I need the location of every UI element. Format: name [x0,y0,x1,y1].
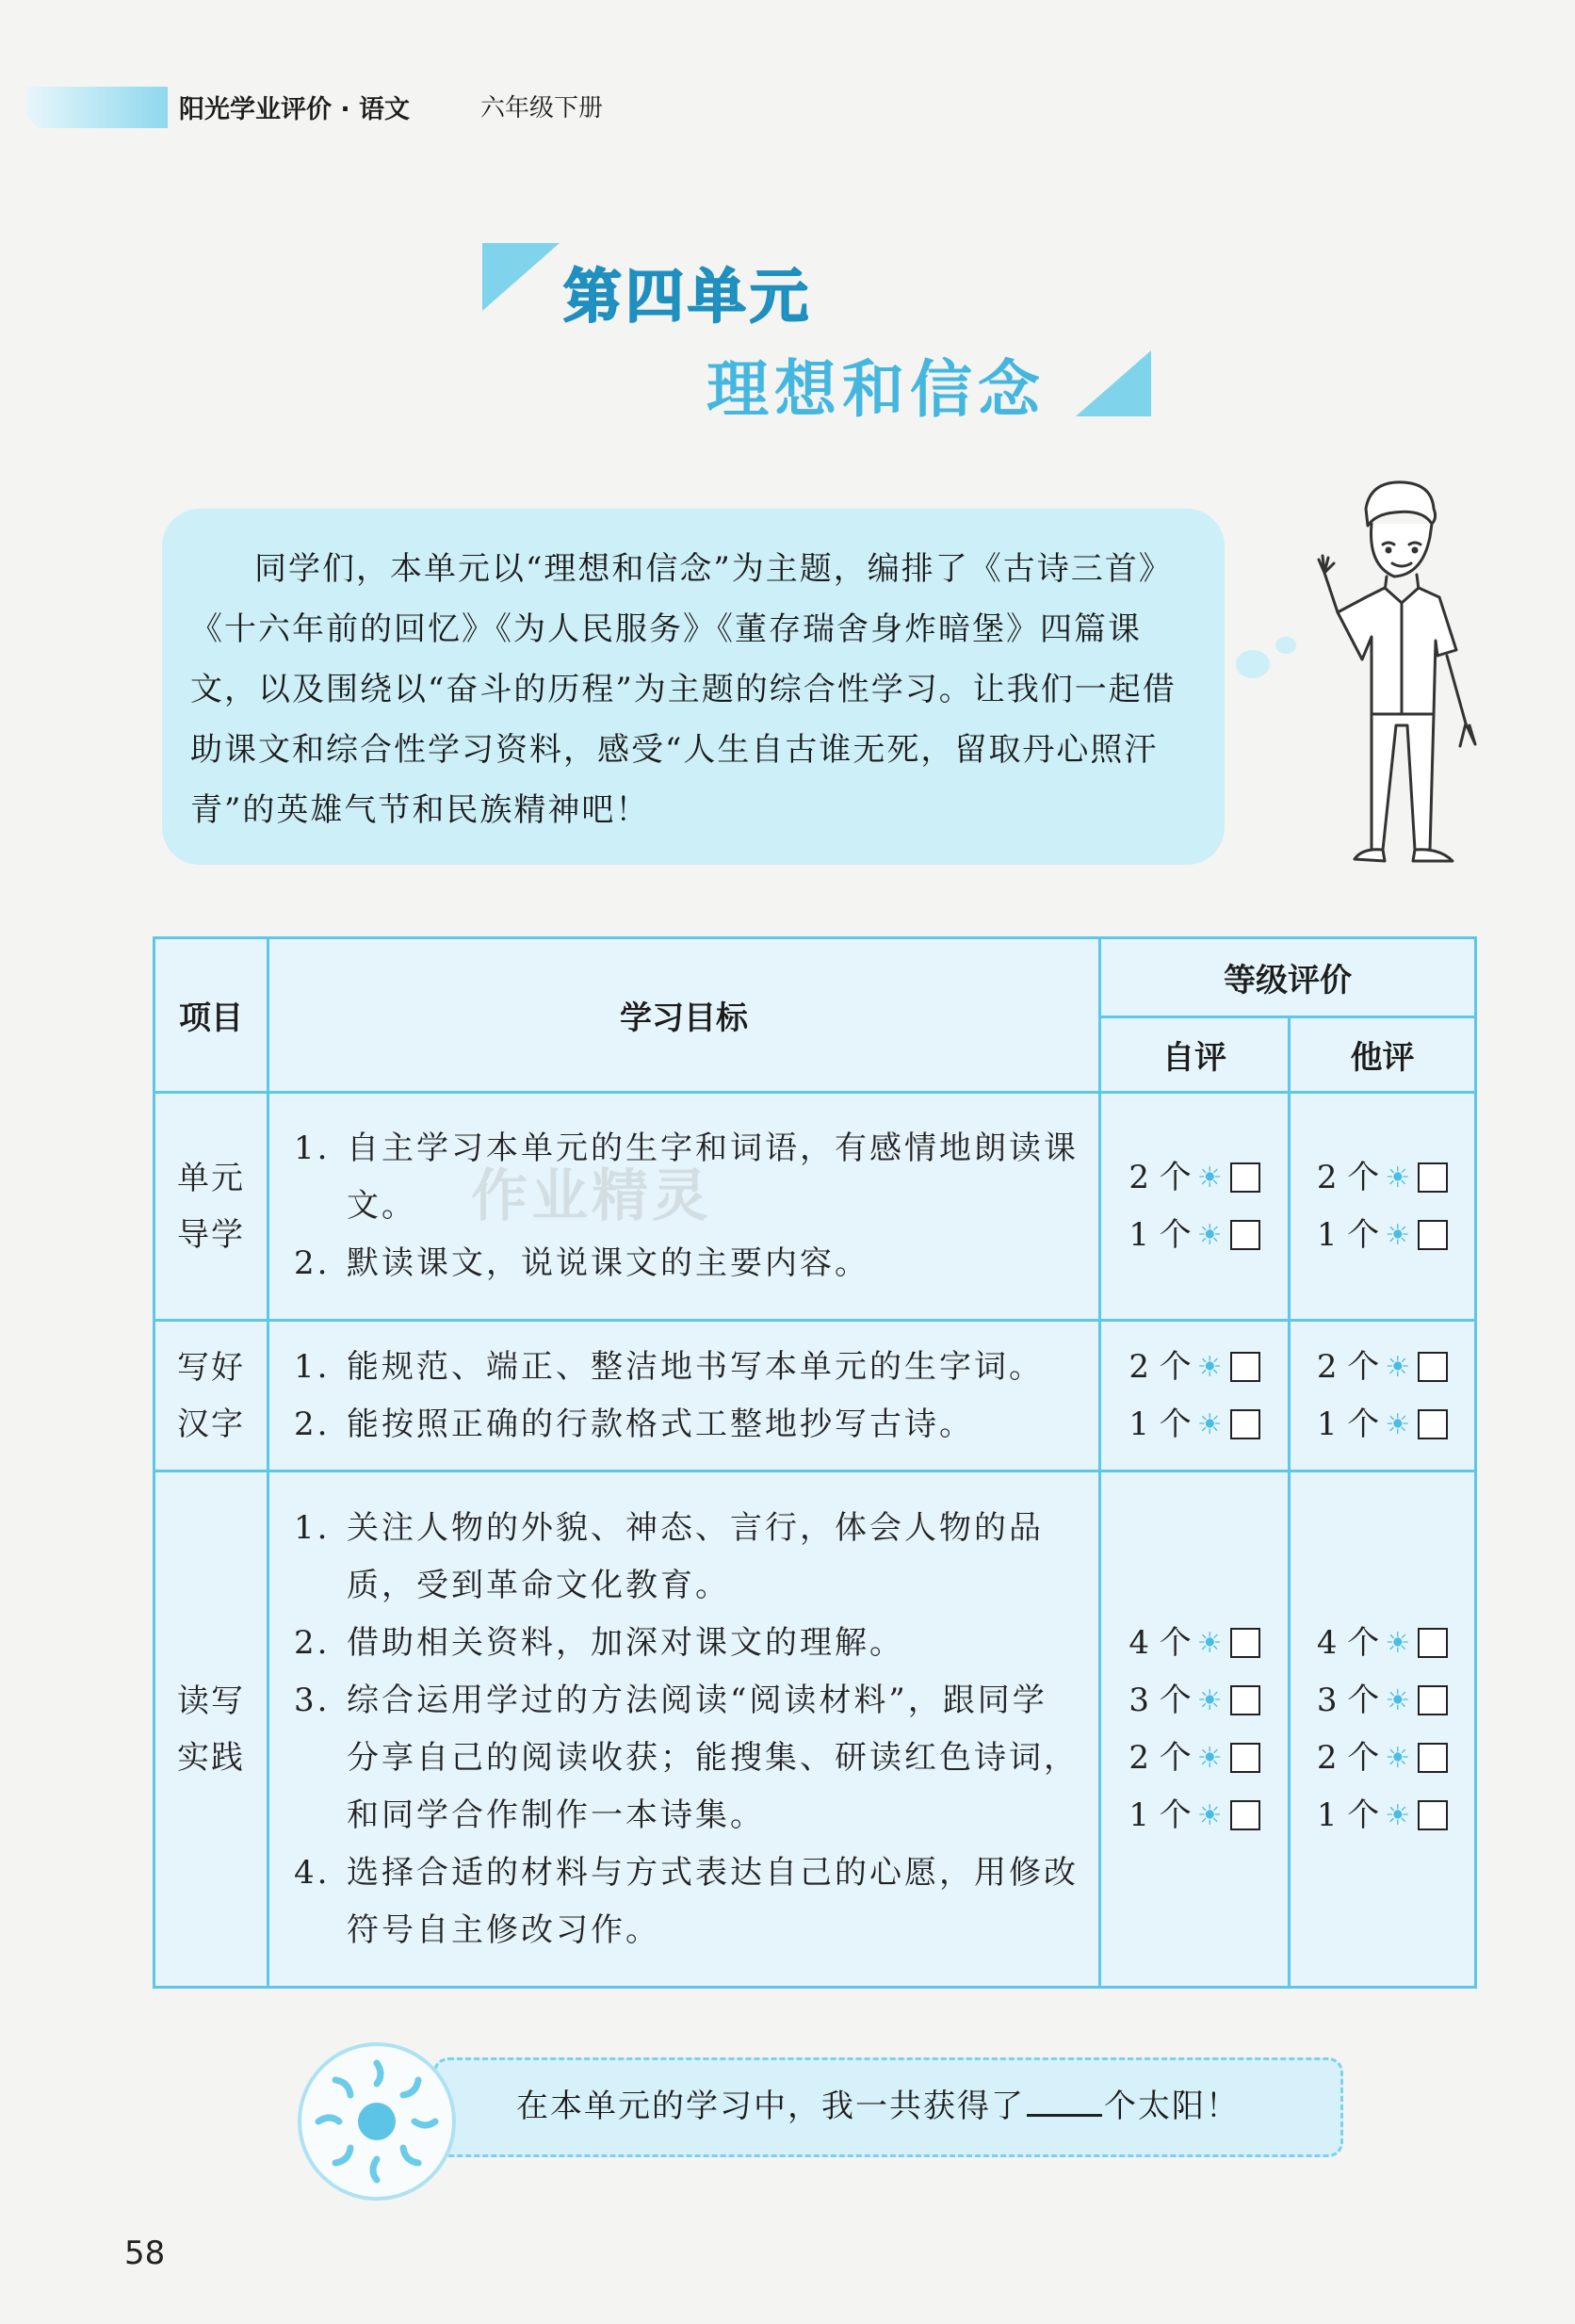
rating-checkbox[interactable] [1418,1409,1448,1439]
goal-item: 2. 能按照正确的行款格式工整地抄写古诗。 [294,1405,974,1443]
peer-rating-cell: 2 个 ☀ 1 个 ☀ [1290,1093,1476,1321]
table-row [154,1471,1476,1988]
self-rating-cell: 2 个 ☀ 1 个 ☀ [1100,1321,1290,1471]
sun-icon: ☀ [1385,1798,1411,1832]
sun-icon [301,2046,452,2197]
thought-dot [1236,650,1270,678]
sun-icon: ☀ [1385,1683,1411,1717]
watermark: 作业精灵 [471,1163,712,1229]
unit-number: 第四单元 [563,262,813,331]
sun-icon: ☀ [1385,1218,1411,1252]
self-rating-cell: 2 个 ☀ 1 个 ☀ [1100,1093,1290,1321]
goal-item: 2. 借助相关资料，加深对课文的理解。 [294,1623,904,1662]
header-peer: 他评 [1290,1017,1476,1093]
rating-checkbox[interactable] [1230,1352,1260,1382]
sun-count-blank[interactable] [1027,2114,1102,2117]
sun-icon: ☀ [1196,1683,1223,1717]
sun-icon: ☀ [1385,1407,1411,1441]
goal-cell [268,1471,1100,1988]
sun-icon: ☀ [1196,1798,1223,1832]
sun-icon: ☀ [1385,1741,1411,1775]
goal-item: 4. 选择合适的材料与方式表达自己的心愿，用修改符号自主修改习作。 [294,1853,1079,1949]
sun-icon: ☀ [1196,1161,1223,1195]
grade-label: 六年级下册 [480,94,604,122]
goal-item: 2. 默读课文，说说课文的主要内容。 [294,1244,869,1282]
peer-rating-cell: 4 个 ☀ 3 个 ☀ 2 个 ☀ 1 个 ☀ [1290,1471,1476,1988]
header-self: 自评 [1100,1017,1290,1093]
rating-checkbox[interactable] [1418,1628,1448,1658]
intro-text: 同学们，本单元以“理想和信念”为主题，编排了《古诗三首》《十六年前的回忆》《为人民服务》《董存瑞舍身炸暗堡》四篇课文，以及围绕以“奋斗的历程”为主题的综合性学习。让我们一起借助课文和综合性学习资料，感受“人生自古谁无死，留取丹心照汗青”的英雄气节和民族精神吧！ [190,550,1177,829]
sun-icon: ☀ [1385,1161,1411,1195]
sun-icon: ☀ [1196,1626,1223,1660]
series-title: 阳光学业评价 · 语文 [179,95,411,124]
item-label: 读写 实践 [154,1471,268,1988]
rating-checkbox[interactable] [1418,1352,1448,1382]
sun-count-text: 在本单元的学习中，我一共获得了 个太阳！ [516,2088,1240,2125]
table-row [154,1093,1476,1321]
title-triangle-right [1076,350,1151,416]
goal-cell [268,1321,1100,1471]
goal-item: 1. 自主学习本单元的生字和词语，有感情地朗读课文。 [294,1129,1079,1225]
boy-illustration [1281,471,1507,904]
header-grade: 等级评价 [1100,938,1476,1017]
rating-checkbox[interactable] [1230,1628,1260,1658]
rating-checkbox[interactable] [1418,1685,1448,1715]
rating-checkbox[interactable] [1230,1409,1260,1439]
item-label: 单元 导学 [154,1093,268,1321]
rating-checkbox[interactable] [1230,1162,1260,1193]
rating-checkbox[interactable] [1230,1220,1260,1250]
title-triangle-left [482,243,560,311]
sun-icon: ☀ [1196,1218,1223,1252]
sun-icon: ☀ [1385,1350,1411,1384]
item-label: 写好 汉字 [154,1321,268,1471]
header-item: 项目 [154,938,268,1093]
rating-checkbox[interactable] [1418,1220,1448,1250]
evaluation-table [153,936,1477,1989]
rating-checkbox[interactable] [1418,1800,1448,1830]
header-ribbon [26,87,168,128]
peer-rating-cell: 2 个 ☀ 1 个 ☀ [1290,1321,1476,1471]
sun-icon: ☀ [1196,1350,1223,1384]
goal-item: 1. 能规范、端正、整洁地书写本单元的生字词。 [294,1347,1044,1386]
page-number: 58 [124,2235,166,2272]
sun-badge [298,2042,456,2201]
goal-item: 3. 综合运用学过的方法阅读“阅读材料”，跟同学分享自己的阅读收获；能搜集、研读红色诗词，和同学合作制作一本诗集。 [294,1681,1079,1834]
sun-icon: ☀ [1196,1407,1223,1441]
unit-theme: 理想和信念 [706,353,1046,426]
rating-checkbox[interactable] [1418,1743,1448,1773]
self-rating-cell: 4 个 ☀ 3 个 ☀ 2 个 ☀ 1 个 ☀ [1100,1471,1290,1988]
header-goal: 学习目标 [268,938,1100,1093]
rating-checkbox[interactable] [1230,1685,1260,1715]
table-row [154,1321,1476,1471]
goal-item: 1. 关注人物的外貌、神态、言行，体会人物的品质，受到革命文化教育。 [294,1508,1044,1604]
sun-icon: ☀ [1196,1741,1223,1775]
rating-checkbox[interactable] [1418,1162,1448,1193]
rating-checkbox[interactable] [1230,1800,1260,1830]
sun-icon: ☀ [1385,1626,1411,1660]
rating-checkbox[interactable] [1230,1743,1260,1773]
